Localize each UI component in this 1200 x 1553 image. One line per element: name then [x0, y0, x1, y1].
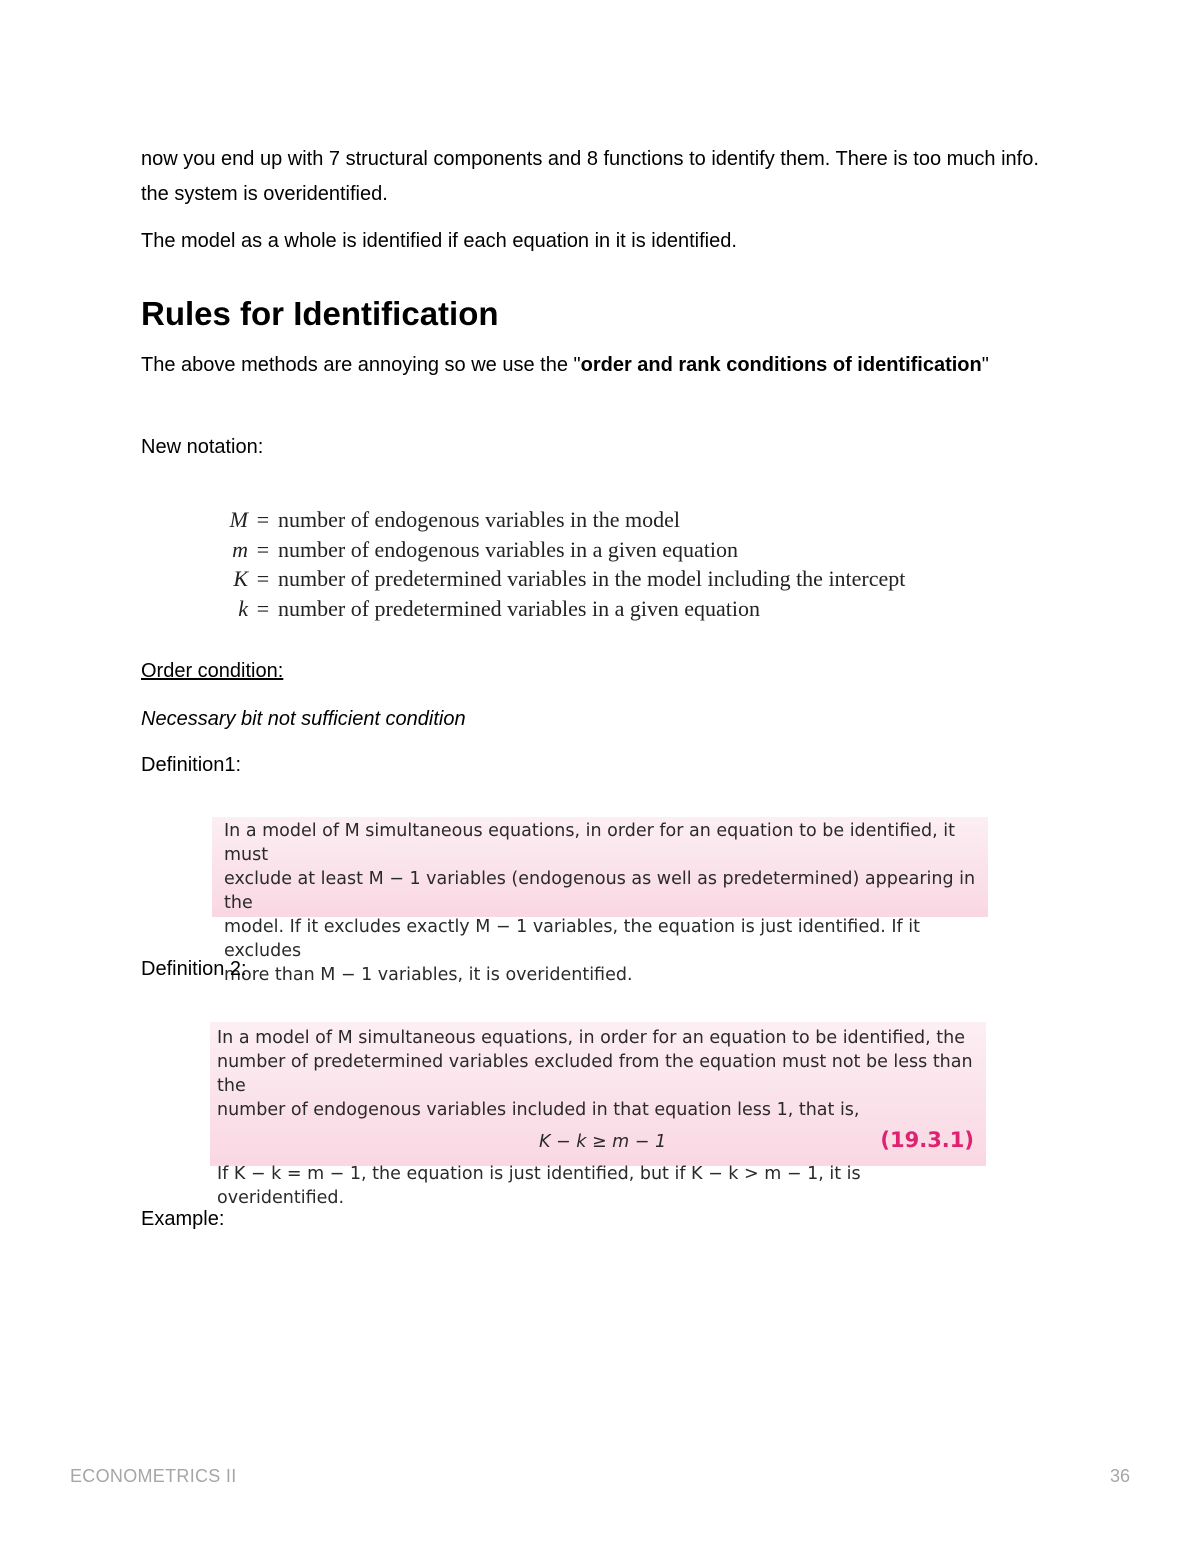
definition2-label: Definition 2:	[141, 958, 247, 980]
definition2-line: number of predetermined variables excluded from the equation must not be less than the	[217, 1052, 973, 1096]
paragraph-model-identified: The model as a whole is identified if each equation in it is identified.	[141, 230, 737, 252]
notation-equals: =	[256, 566, 270, 591]
formula-row	[217, 1122, 986, 1162]
notation-symbol: K	[233, 566, 248, 591]
notation-row	[222, 594, 905, 624]
order-condition-formula: K − k ≥ m − 1	[539, 1132, 667, 1152]
paragraph-overidentified: now you end up with 7 structural components and 8 functions to identify them. There is too much info. the system is overidentified.	[141, 148, 1039, 205]
footer-title: ECONOMETRICS II	[70, 1466, 237, 1486]
paragraph-text-before: The above methods are annoying so we use the "	[141, 354, 581, 376]
notation-block	[222, 505, 905, 623]
notation-equals: =	[256, 536, 270, 562]
bold-phrase: order and rank conditions of identification	[580, 354, 982, 376]
equation-number: (19.3.1)	[880, 1128, 974, 1152]
new-notation-label: New notation:	[141, 436, 264, 458]
notation-symbol: k	[238, 595, 248, 621]
definition1-line: model. If it excludes exactly M − 1 variables, the equation is just identified. If it excludes	[224, 917, 920, 961]
definition1-line: In a model of M simultaneous equations, in order for an equation to be identified, it must	[224, 821, 955, 865]
notation-symbol: m	[232, 536, 248, 562]
notation-text: number of predetermined variables in the model including the intercept	[278, 566, 906, 591]
notation-row	[222, 535, 905, 565]
definition1-line: exclude at least M − 1 variables (endogenous as well as predetermined) appearing in the	[224, 869, 976, 913]
order-condition-label: Order condition:	[141, 660, 284, 682]
definition1-line: more than M − 1 variables, it is overidentified.	[224, 965, 633, 985]
definition1-label: Definition1:	[141, 754, 242, 776]
definition1-box	[212, 817, 988, 985]
definition2-line: number of endogenous variables included in that equation less 1, that is,	[217, 1100, 860, 1120]
notation-equals: =	[256, 595, 270, 621]
paragraph-order-rank	[141, 348, 1061, 383]
notation-text: number of endogenous variables in the model	[278, 507, 681, 532]
notation-equals: =	[256, 507, 270, 532]
definition2-line: In a model of M simultaneous equations, in order for an equation to be identified, the	[217, 1028, 965, 1048]
notation-symbol: M	[229, 507, 248, 532]
notation-row	[222, 505, 905, 535]
necessary-condition-note: Necessary bit not sufficient condition	[141, 708, 466, 730]
section-heading: Rules for Identification	[141, 295, 499, 332]
notation-text: number of predetermined variables in a given equation	[278, 595, 760, 621]
notation-row	[222, 564, 905, 594]
definition2-box	[210, 1022, 986, 1208]
paragraph-text-after: "	[981, 354, 989, 376]
example-label: Example:	[141, 1208, 225, 1230]
definition2-last-line: If K − k = m − 1, the equation is just identified, but if K − k > m − 1, it is overidentified.	[217, 1164, 861, 1208]
notation-text: number of endogenous variables in a given equation	[278, 536, 739, 562]
page-number: 36	[1109, 1466, 1130, 1486]
